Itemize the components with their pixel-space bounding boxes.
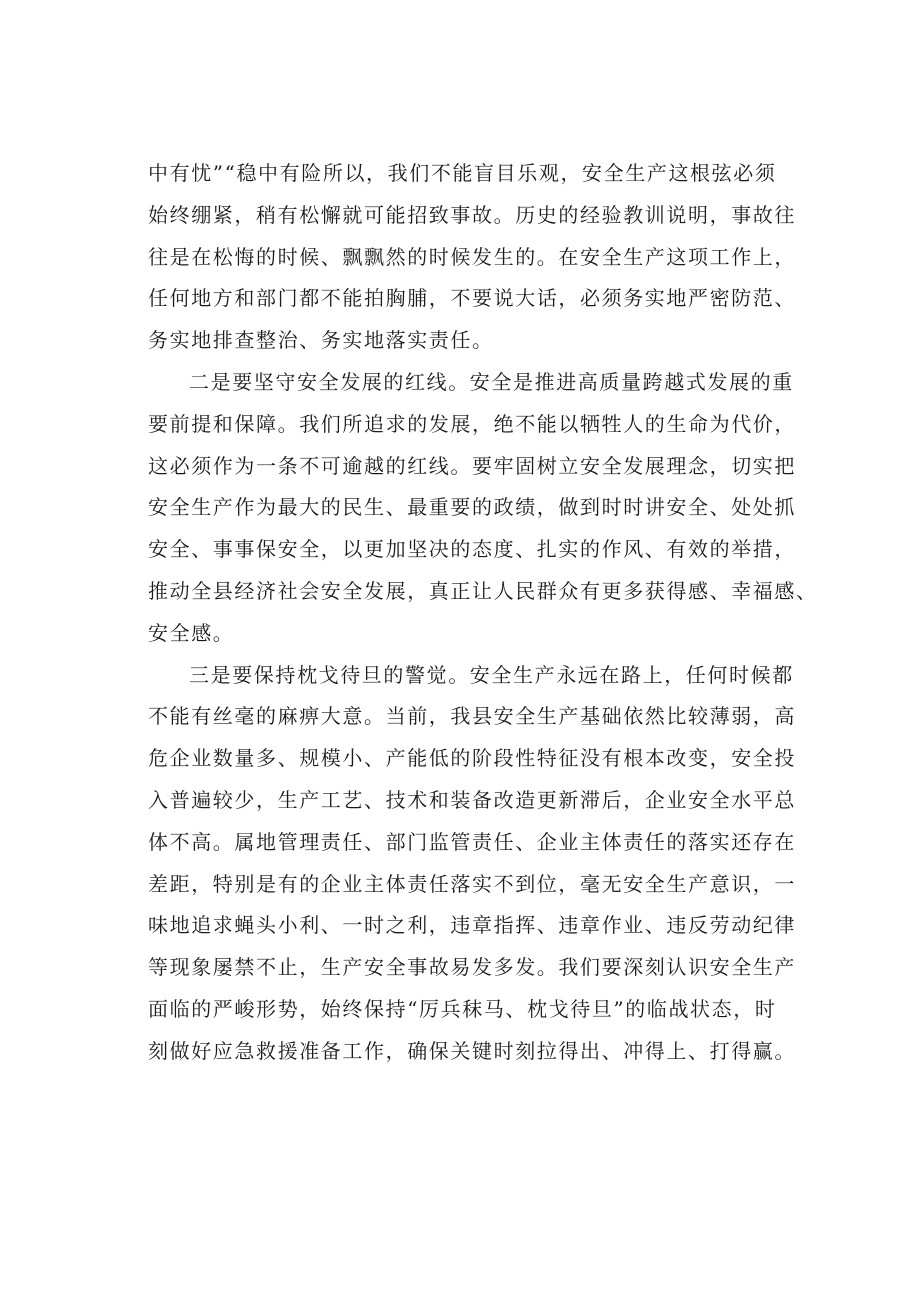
paragraph-3 xyxy=(148,655,808,1073)
paragraph-line: 危企业数量多、规模小、产能低的阶段性特征没有根本改变，安全投 xyxy=(148,746,796,771)
paragraph-line: 面临的严峻形势，始终保持“厉兵秣马、枕戈待旦”的临战状态，时 xyxy=(148,996,777,1021)
paragraph-line: 二是要坚守安全发展的红线。安全是推进高质量跨越式发展的重 xyxy=(189,369,794,394)
paragraph-line: 三是要保持枕戈待旦的警觉。安全生产永远在路上，任何时候都 xyxy=(189,662,794,687)
paragraph-line: 始终绷紧，稍有松懈就可能招致事故。历史的经验教训说明，事故往 xyxy=(148,202,796,227)
paragraph-line: 要前提和保障。我们所追求的发展，绝不能以牺牲人的生命为代价， xyxy=(148,411,796,436)
paragraph-2 xyxy=(148,362,818,655)
paragraph-line: 安全、事事保安全，以更加坚决的态度、扎实的作风、有效的举措， xyxy=(148,537,796,562)
paragraph-line: 安全生产作为最大的民生、最重要的政绩，做到时时讲安全、处处抓 xyxy=(148,495,796,520)
paragraph-line: 往是在松悔的时候、飘飘然的时候发生的。在安全生产这项工作上， xyxy=(148,244,796,269)
document-body xyxy=(148,153,818,1073)
paragraph-line: 差距，特别是有的企业主体责任落实不到位，毫无安全生产意识，一 xyxy=(148,871,796,896)
paragraph-line: 务实地排查整治、务实地落实责任。 xyxy=(148,328,494,353)
paragraph-line: 等现象屡禁不止，生产安全事故易发多发。我们要深刻认识安全生产 xyxy=(148,955,796,980)
paragraph-line: 中有忧”“稳中有险所以，我们不能盲目乐观，安全生产这根弦必须 xyxy=(148,161,777,185)
paragraph-line: 安全感。 xyxy=(148,620,235,645)
paragraph-1 xyxy=(148,153,808,362)
paragraph-line: 入普遍较少，生产工艺、技术和装备改造更新滞后，企业安全水平总 xyxy=(148,787,796,812)
paragraph-line: 刻做好应急救援准备工作，确保关键时刻拉得出、冲得上、打得赢。 xyxy=(148,1038,796,1063)
paragraph-line: 味地追求蝇头小利、一时之利，违章指挥、违章作业、违反劳动纪律 xyxy=(148,913,796,938)
paragraph-line: 任何地方和部门都不能拍胸脯，不要说大话，必须务实地严密防范、 xyxy=(148,286,796,311)
paragraph-line: 这必须作为一条不可逾越的红线。要牢固树立安全发展理念，切实把 xyxy=(148,453,796,478)
paragraph-line: 推动全县经济社会安全发展，真正让人民群众有更多获得感、幸福感、 xyxy=(148,578,818,603)
paragraph-line: 不能有丝毫的麻痹大意。当前，我县安全生产基础依然比较薄弱，高 xyxy=(148,704,796,729)
paragraph-line: 体不高。属地管理责任、部门监管责任、企业主体责任的落实还存在 xyxy=(148,829,796,854)
